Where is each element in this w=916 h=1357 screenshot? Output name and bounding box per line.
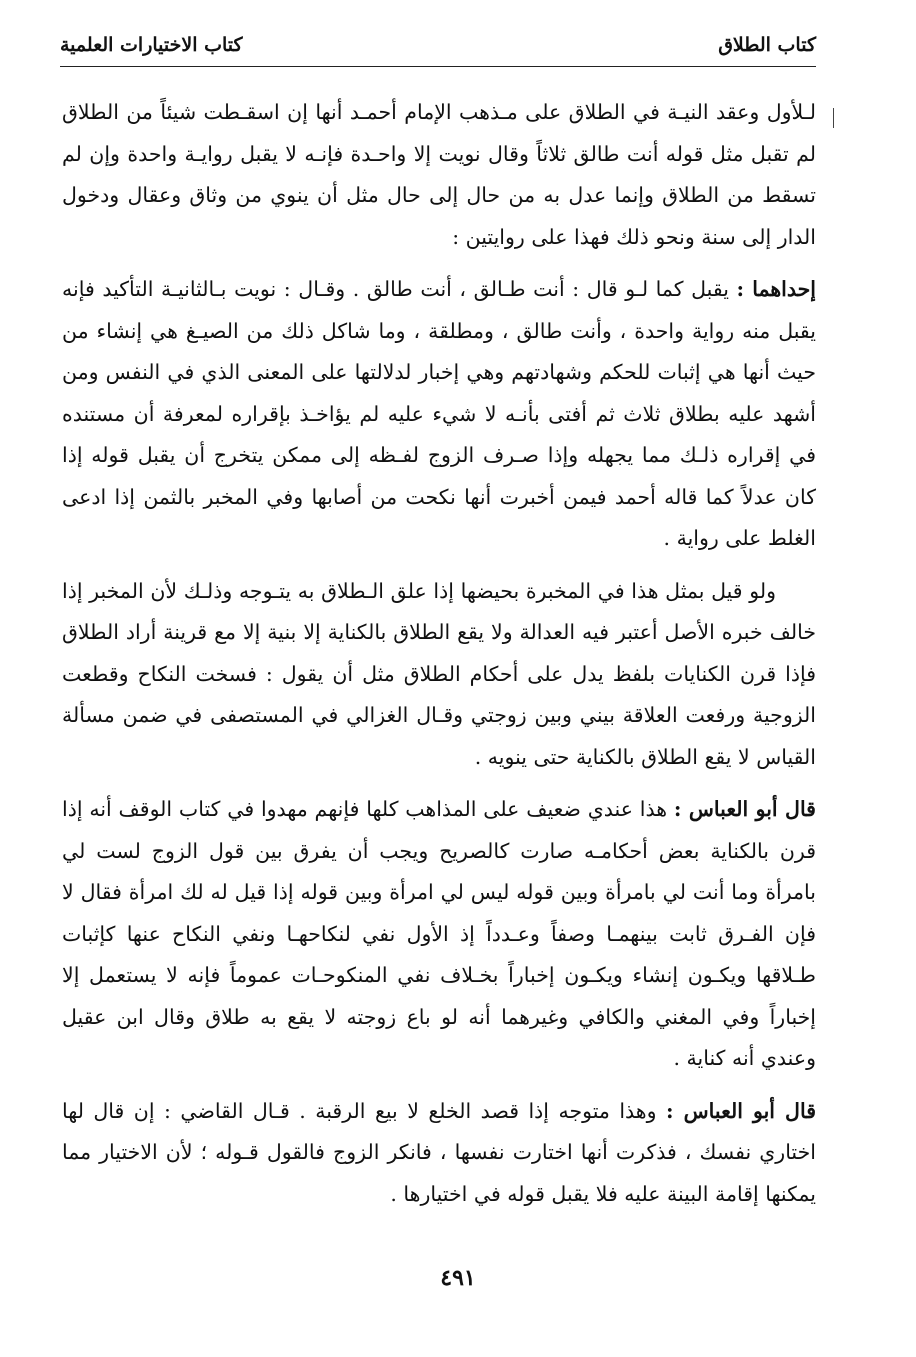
paragraph-2 [62,269,816,560]
page-header [60,28,816,64]
header-divider [60,66,816,67]
paragraph-text: هذا عندي ضعيف على المذاهب كلها فإنهم مهدوا في كتاب الوقف أنه إذا قرن بالكناية بعض أحكامـه صارت كالصريح ويجب أن يفرق بين قول الزوج لست لي بامرأة وما أنت لي بامرأة وبين قوله ليس لي امرأة وبين قوله إذا قيل له لك امرأة فقال لا فإن الفـرق ثابت بينهمـا وصفاً وعـدداً إذ الأول نفي لنكاحهـا ونفي النكاح عنها كإثبات طـلاقها ويكـون إنشاء ويكـون إخباراً بخـلاف نفي المنكوحـات عموماً فإنه لا يستعمل إلا إخباراً وفي المغني والكافي وغيرهما أنه لو باع زوجته لا يقع به طلاق وقال ابن عقيل وعندي أنه كناية . [62,797,816,1070]
paragraph-lead: قال أبو العباس : [673,797,816,821]
paragraph-4 [62,789,816,1080]
paragraph-text: وهذا متوجه إذا قصد الخلع لا بيع الرقبة . قـال القاضي : إن قال لها اختاري نفسك ، فذكرت أنها اختارت نفسها ، فانكر الزوج فالقول قـوله ؛ لأن الاختيار مما يمكنها إقامة البينة عليه فلا يقبل قوله في اختيارها . [62,1098,816,1206]
paragraph-text: ولو قيل بمثل هذا في المخبرة بحيضها إذا علق الـطلاق به يتـوجه وذلـك لأن المخبر إذا خالف خبره الأصل أعتبر فيه العدالة ولا يقع الطلاق بالكناية إلا بنية إلا مع قرينة أراد الطلاق فإذا قرن الكنايات بلفظ يدل على أحكام الطلاق مثل أن يقول : فسخت النكاح وقطعت الزوجية ورفعت العلاقة بيني وبين زوجتي وقـال الغزالي في المستصفى في ضمن مسألة القياس لا يقع الطلاق بالكناية حتى ينويه . [62,578,816,769]
paragraph-text: لـلأول وعقد النيـة في الطلاق على مـذهب الإمام أحمـد أنها إن اسقـطت شيئاً من الطلاق لم تقبل مثل قوله أنت طالق ثلاثاً وقال نويت إلا واحـدة فإنـه لا يقبل روايـة واحدة وإن لم تسقط من الطلاق وإنما عدل به من حال إلى حال مثل أن ينوي من وثاق وعقال ودخول الدار إلى سنة ونحو ذلك فهذا على روايتين : [62,100,816,249]
running-title-right: كتاب الطلاق [718,34,816,56]
paragraph-lead: قال أبو العباس : [665,1098,816,1123]
margin-mark [833,108,834,128]
paragraph-1 [62,92,816,258]
paragraph-5 [62,1091,816,1216]
running-title-left: كتاب الاختيارات العلمية [60,34,243,56]
paragraph-lead: إحداهما : [736,277,817,301]
paragraph-3 [62,571,816,779]
page-number: ٤٩١ [440,1265,476,1291]
paragraph-text: يقبل كما لـو قال : أنت طـالق ، أنت طالق . وقـال : نويت بـالثانيـة التأكيد فإنه يقبل منه رواية واحدة ، وأنت طالق ، ومطلقة ، وما شاكل ذلك من الصيـغ هي إنشاء من حيث أنها هي إثبات للحكم وشهادتهم وهي إخبار لدلالتها على المعنى الذي في النفس ومن أشهد عليه بطلاق ثلاث ثم أفتى بأنـه لا شيء عليه لم يؤاخـذ بإقراره لمعرفة أن مستنده في إقراره ذلـك مما يجهله وإذا صـرف الزوج لفـظه إلى ممكن يتخرج أن يقبل قوله إذا كان عدلاً كما قاله أحمد فيمن أخبرت أنها نكحت من أصابها وفي المخبر بالثمن إذا ادعى الغلط على رواية . [62,277,816,550]
page-body [62,92,816,1226]
